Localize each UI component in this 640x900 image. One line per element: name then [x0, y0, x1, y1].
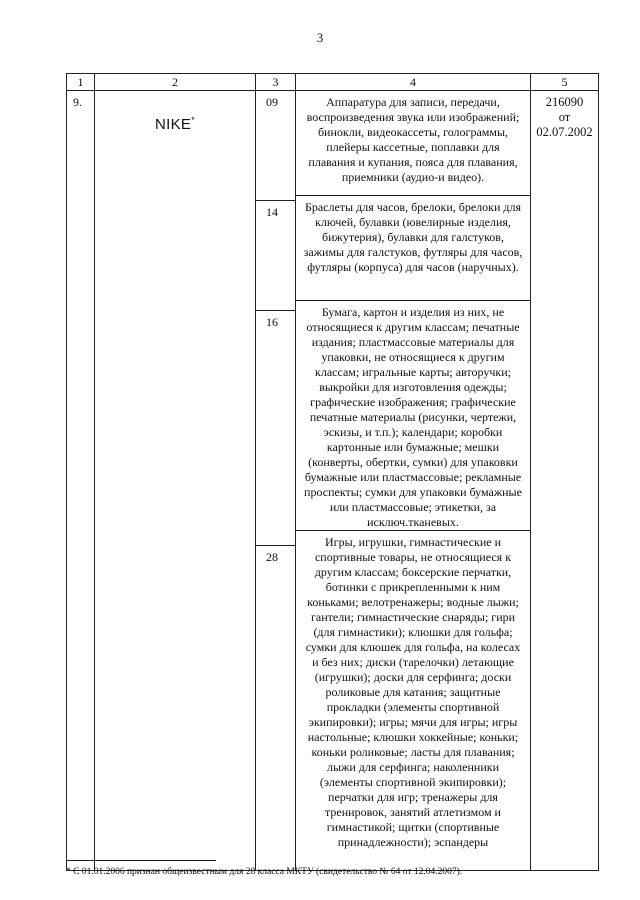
goods-list: Браслеты для часов, брелоки, брелоки для ключей, булавки (ювелирные изделия, бижутерия), булавки для галстуков, зажимы для галстуков, футляры для часов, футляры (корпуса) для часов (наручных).	[296, 196, 530, 301]
row-number-cell	[67, 91, 95, 871]
goods-cell	[296, 91, 531, 871]
trademark-name	[95, 91, 255, 132]
registration-number: 216090	[545, 95, 584, 109]
column-header-5: 5	[531, 74, 599, 91]
table-header-row	[67, 74, 599, 91]
class-code: 09	[256, 91, 295, 201]
footnote: * С 01.01.2006 признан общеизвестным для 28 класса МКТУ (свидетельство № 64 от 12.04.2007).	[66, 867, 463, 877]
goods-list: Аппаратура для записи, передачи, воспроизведения звука или изображений; бинокли, видеокассеты, голограммы, плейеры кассетные, поплавки для плавания и купания, пояса для плавания, приемники (аудио-и видео).	[296, 91, 530, 196]
column-header-4: 4	[296, 74, 531, 91]
class-codes-cell	[256, 91, 296, 871]
trademark-text: NIKE	[154, 116, 192, 133]
table-row	[67, 91, 599, 871]
column-header-3: 3	[256, 74, 296, 91]
registration-from-label: от	[558, 110, 571, 124]
column-header-2: 2	[95, 74, 256, 91]
row-number: 9.	[73, 95, 82, 109]
registration-date: 02.07.2002	[536, 125, 593, 139]
class-code: 28	[266, 550, 278, 564]
goods-list: Бумага, картон и изделия из них, не относящиеся к другим классам; печатные издания; пластмассовые материалы для упаковки, не относящиеся к другим классам; игральные карты; авторучки; выкройки для изготовления одежды; графические изображения; графические печатные материалы (рисунки, чертежи, эскизы, и т.п.); календари; коробки картонные или бумажные; мешки (конверты, обертки, сумки) для упаковки бумажные или пластмассовые; рекламные проспекты; сумки для упаковки бумажные или пластмассовые; этикетки, за исключ.тканевых.	[296, 301, 530, 531]
trademark-registry-table	[66, 73, 599, 871]
column-header-1: 1	[67, 74, 95, 91]
class-code: 16	[256, 311, 295, 546]
registration-info	[531, 91, 598, 140]
footnote-marker: *	[191, 115, 196, 125]
class-code: 14	[256, 201, 295, 311]
registration-cell	[531, 91, 599, 871]
mark-cell	[95, 91, 256, 871]
footnote-divider	[66, 860, 216, 861]
goods-list: Игры, игрушки, гимнастические и спортивные товары, не относящиеся к другим классам; боксерские перчатки, ботинки с прикрепленными к ним коньками; велотренажеры; водные лыжи; гантели; гимнастические снаряды; гири (для гимнастики); клюшки для гольфа; сумки для клюшек для гольфа, на колесах и без них; диски (тарелочки) летающие (игрушки); доски для серфинга; доски роликовые для катания; защитные прокладки (элементы спортивной экипировки); игры; мячи для игры; игры настольные; клюшки хоккейные; коньки; коньки роликовые; ласты для плавания; лыжи для серфинга; наколенники (элементы спортивной экипировки); перчатки для игр; тренажеры для тренировок, занятий атлетизмом и гимнастикой; щитки (спортивные принадлежности); эспандеры	[305, 535, 521, 849]
page-number: 3	[316, 30, 324, 45]
